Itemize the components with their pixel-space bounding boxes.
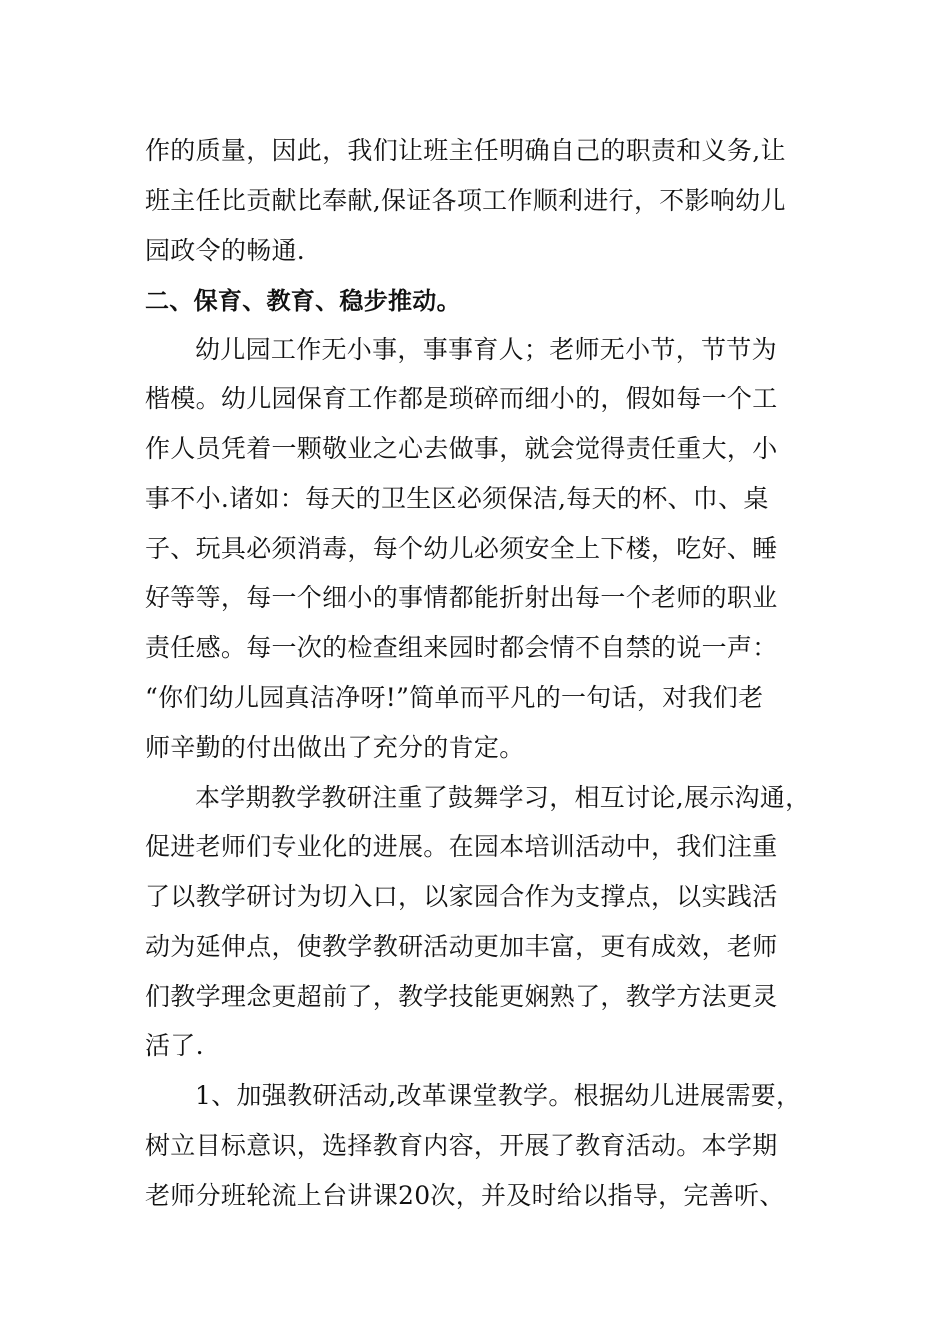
text-line: 作人员凭着一颗敬业之心去做事，就会觉得责任重大，小 [145, 434, 778, 463]
text-line: 事不小.诸如：每天的卫生区必须保洁,每天的杯、巾、桌 [145, 484, 769, 513]
text-line: 园政令的畅通. [145, 236, 306, 265]
text-line: 动为延伸点，使教学教研活动更加丰富，更有成效，老师 [145, 932, 778, 961]
text-line: “你们幼儿园真洁净呀!”简单而平凡的一句话，对我们老 [145, 683, 764, 712]
text-line: 好等等，每一个细小的事情都能折射出每一个老师的职业 [145, 583, 778, 612]
text-line: 促进老师们专业化的进展。在园本培训活动中，我们注重 [145, 832, 778, 861]
text-line: 1、加强教研活动,改革课堂教学。根据幼儿进展需要， [195, 1081, 802, 1110]
text-line: 子、玩具必须消毒，每个幼儿必须安全上下楼，吃好、睡 [145, 534, 778, 563]
text-line: 幼儿园工作无小事，事事育人；老师无小节，节节为 [195, 335, 777, 364]
text-line: 们教学理念更超前了，教学技能更娴熟了，教学方法更灵 [145, 982, 778, 1011]
text-line: 老师分班轮流上台讲课20次，并及时给以指导，完善听、 [145, 1181, 785, 1210]
text-line: 责任感。每一次的检查组来园时都会情不自禁的说一声： [145, 633, 778, 662]
text-line: 楷模。幼儿园保育工作都是琐碎而细小的，假如每一个工 [145, 384, 778, 413]
text-line: 师辛勤的付出做出了充分的肯定。 [145, 733, 525, 762]
text-line: 树立目标意识，选择教育内容，开展了教育活动。本学期 [145, 1131, 778, 1160]
text-line: 作的质量，因此，我们让班主任明确自己的职责和义务,让 [145, 136, 786, 165]
section-heading: 二、保育、教育、稳步推动。 [145, 287, 461, 315]
text-line: 本学期教学教研注重了鼓舞学习，相互讨论,展示沟通， [195, 783, 811, 812]
text-line: 班主任比贡献比奉献,保证各项工作顺利进行，不影响幼儿 [145, 186, 786, 215]
text-line: 了以教学研讨为切入口，以家园合作为支撑点，以实践活 [145, 882, 778, 911]
text-line: 活了. [145, 1031, 204, 1060]
